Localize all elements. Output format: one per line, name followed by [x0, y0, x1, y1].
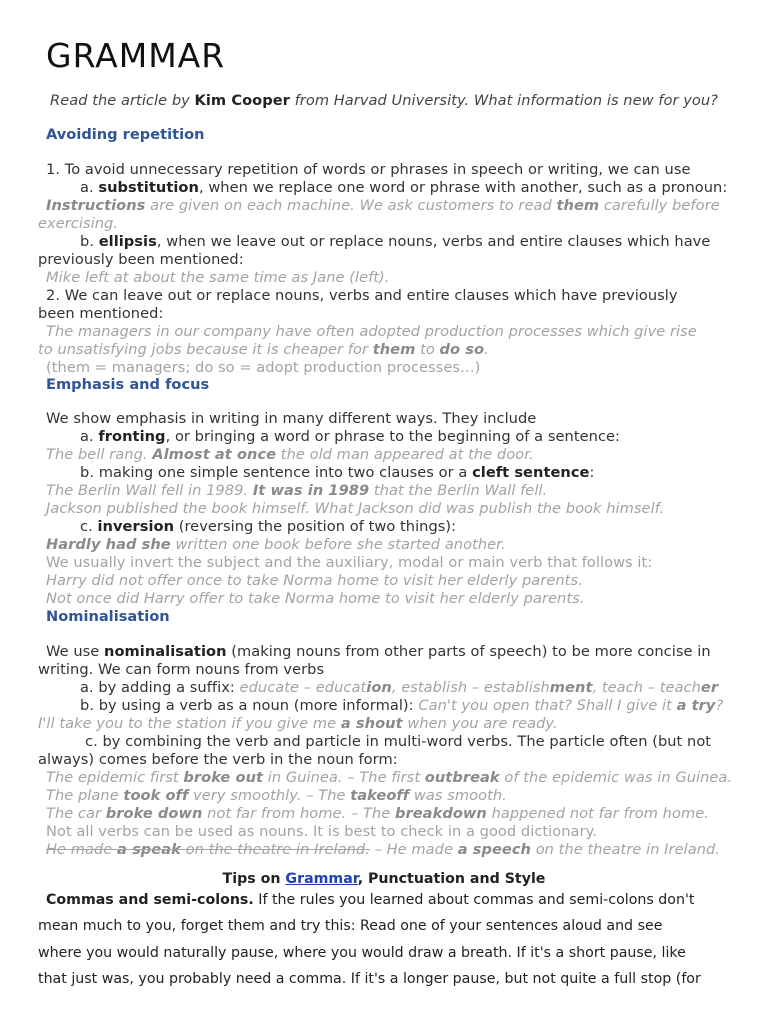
example-inline — [418, 697, 723, 714]
example-bold: Hardly had she — [46, 536, 171, 553]
commas-paragraph-line-4: that just was, you probably need a comma. If it's a longer pause, but not quite a full stop (for — [38, 971, 701, 987]
example-line — [46, 482, 746, 500]
example-line — [46, 446, 746, 464]
example-text: carefully before — [599, 197, 720, 214]
example-line: Jackson published the book himself. What Jackson did was publish the book himself. — [46, 500, 665, 517]
example-text: The epidemic first — [46, 769, 184, 786]
item-text: : — [589, 464, 595, 481]
intro-post: from Harvad University. What information is new for you? — [289, 92, 718, 109]
emphasis-item-b — [80, 464, 746, 482]
example-line: exercising. — [38, 215, 119, 232]
example-bold: do so — [439, 341, 485, 358]
section-heading-nominalisation: Nominalisation — [46, 608, 170, 625]
example-bold: took off — [123, 787, 189, 804]
example-line: Harry did not offer once to take Norma home to visit her elderly parents. — [46, 572, 583, 589]
avoid-line-2: 2. We can leave out or replace nouns, verbs and entire clauses which have previously — [46, 287, 678, 304]
item-text: b. by using a verb as a noun (more informal): — [80, 697, 419, 714]
example-text: Can't you open that? Shall I give it — [418, 697, 677, 714]
avoid-line-1: 1. To avoid unnecessary repetition of words or phrases in speech or writing, we can use — [46, 161, 691, 178]
example-bold: them — [372, 341, 416, 358]
emphasis-intro: We show emphasis in writing in many different ways. They include — [46, 410, 537, 427]
example-text: The Berlin Wall fell in 1989. — [46, 482, 253, 499]
example-text: happened not far from home. — [486, 805, 709, 822]
item-text: , when we replace one word or phrase with another, such as a pronoun: — [198, 179, 728, 196]
example-text: The plane — [46, 787, 124, 804]
example-text: are given on each machine. We ask customers to read — [145, 197, 557, 214]
example-bold: outbreak — [424, 769, 500, 786]
avoid-item-b-cont: previously been mentioned: — [38, 251, 244, 268]
example-line: We usually invert the subject and the auxiliary, modal or main verb that follows it: — [46, 554, 653, 571]
item-marker: a. — [80, 428, 99, 445]
term-substitution: substitution — [98, 179, 199, 196]
example-bold: a try — [676, 697, 716, 714]
nominalisation-item-c-cont: always) comes before the verb in the noun form: — [38, 751, 398, 768]
avoid-item-a — [80, 179, 746, 197]
example-text: of the epidemic was in Guinea. — [499, 769, 733, 786]
example-text: educate – educat — [239, 679, 367, 696]
example-bold: Instructions — [46, 197, 146, 214]
example-line — [46, 841, 746, 859]
example-bold: It was in 1989 — [252, 482, 370, 499]
example-bold: broke out — [183, 769, 264, 786]
example-line — [38, 715, 746, 733]
example-line — [46, 787, 746, 805]
text: We use — [46, 643, 105, 660]
paragraph-text: If the rules you learned about commas and semi-colons don't — [253, 892, 695, 908]
example-line — [38, 341, 746, 359]
example-line: The managers in our company have often adopted production processes which give rise — [46, 323, 697, 340]
example-text: The car — [46, 805, 106, 822]
commas-paragraph-line-3: where you would naturally pause, where you would draw a breath. If it's a short pause, like — [38, 945, 686, 961]
term-inversion: inversion — [97, 518, 175, 535]
nominalisation-item-c: c. by combining the verb and particle in multi-word verbs. The particle often (but not — [85, 733, 712, 750]
example-line: Not all verbs can be used as nouns. It is best to check in a good dictionary. — [46, 823, 597, 840]
item-text: , or bringing a word or phrase to the beginning of a sentence: — [165, 428, 621, 445]
commas-paragraph-line-2: mean much to you, forget them and try this: Read one of your sentences aloud and see — [38, 918, 663, 934]
example-text: when you are ready. — [402, 715, 558, 732]
example-bold: broke down — [105, 805, 203, 822]
example-text: that the Berlin Wall fell. — [369, 482, 548, 499]
example-text: on the theatre in Ireland. — [531, 841, 721, 858]
example-bold: breakdown — [394, 805, 487, 822]
term-ellipsis: ellipsis — [98, 233, 157, 250]
example-bold: ion — [366, 679, 392, 696]
item-marker: b. — [80, 233, 99, 250]
example-bold: ment — [549, 679, 593, 696]
avoid-item-b — [80, 233, 746, 251]
page-title: GRAMMAR — [46, 36, 226, 75]
example-bold: them — [556, 197, 600, 214]
example-text: to unsatisfying jobs because it is cheaper for — [38, 341, 373, 358]
example-text: ? — [715, 697, 724, 714]
term-fronting: fronting — [98, 428, 166, 445]
item-text: , when we leave out or replace nouns, verbs and entire clauses which have — [156, 233, 711, 250]
example-text: was smooth. — [409, 787, 507, 804]
emphasis-item-a — [80, 428, 746, 446]
example-text: I'll take you to the station if you give me — [38, 715, 341, 732]
example-text: the old man appeared at the door. — [276, 446, 534, 463]
item-text: b. making one simple sentence into two clauses or a — [80, 464, 473, 481]
example-bold: a speak — [117, 841, 181, 858]
section-heading-avoiding: Avoiding repetition — [46, 126, 205, 143]
example-line: Not once did Harry offer to take Norma home to visit her elderly parents. — [46, 590, 585, 607]
note-line: (them = managers; do so = adopt production processes…) — [46, 359, 481, 376]
example-text: written one book before she started another. — [170, 536, 506, 553]
item-marker: a. — [80, 179, 99, 196]
avoid-line-2-cont: been mentioned: — [38, 305, 164, 322]
nominalisation-item-a — [80, 679, 746, 697]
nominalisation-item-b — [80, 697, 746, 715]
example-text: , teach – teach — [592, 679, 701, 696]
example-text: He made — [46, 841, 118, 858]
item-text: (reversing the position of two things): — [174, 518, 457, 535]
nominalisation-intro-cont: writing. We can form nouns from verbs — [38, 661, 325, 678]
tips-post: , Punctuation and Style — [357, 871, 546, 887]
item-text: a. by adding a suffix: — [80, 679, 240, 696]
example-bold: a speech — [457, 841, 532, 858]
intro-text — [50, 92, 746, 110]
example-line — [46, 197, 746, 215]
example-line — [46, 536, 746, 554]
example-line: Mike left at about the same time as Jane (left). — [46, 269, 390, 286]
grammar-link[interactable]: Grammar — [285, 871, 358, 887]
example-inline — [240, 679, 719, 696]
tips-heading — [0, 871, 768, 887]
tips-pre: Tips on — [222, 871, 286, 887]
example-text: The bell rang. — [46, 446, 153, 463]
nominalisation-intro — [46, 643, 746, 661]
author-name: Kim Cooper — [194, 92, 290, 109]
example-bold: takeoff — [350, 787, 410, 804]
item-marker: c. — [80, 518, 98, 535]
example-text: on the theatre in Ireland. — [180, 841, 370, 858]
struck-example — [46, 841, 370, 858]
example-text: . — [484, 341, 489, 358]
commas-paragraph-line-1 — [46, 887, 746, 914]
example-line — [46, 805, 746, 823]
emphasis-item-c — [80, 518, 746, 536]
example-bold: a shout — [340, 715, 403, 732]
example-text: not far from home. – The — [202, 805, 395, 822]
commas-heading: Commas and semi-colons. — [46, 892, 254, 908]
example-bold: er — [700, 679, 719, 696]
text: (making nouns from other parts of speech) to be more concise in — [226, 643, 711, 660]
intro-pre: Read the article by — [50, 92, 195, 109]
example-bold: Almost at once — [152, 446, 277, 463]
example-text: , establish – establish — [391, 679, 550, 696]
term-cleft-sentence: cleft sentence — [472, 464, 590, 481]
example-text: to — [415, 341, 440, 358]
example-text: in Guinea. – The first — [263, 769, 425, 786]
example-text: – He made — [369, 841, 458, 858]
example-line — [46, 769, 746, 787]
example-text: very smoothly. – The — [188, 787, 351, 804]
section-heading-emphasis: Emphasis and focus — [46, 376, 210, 393]
term-nominalisation: nominalisation — [104, 643, 227, 660]
